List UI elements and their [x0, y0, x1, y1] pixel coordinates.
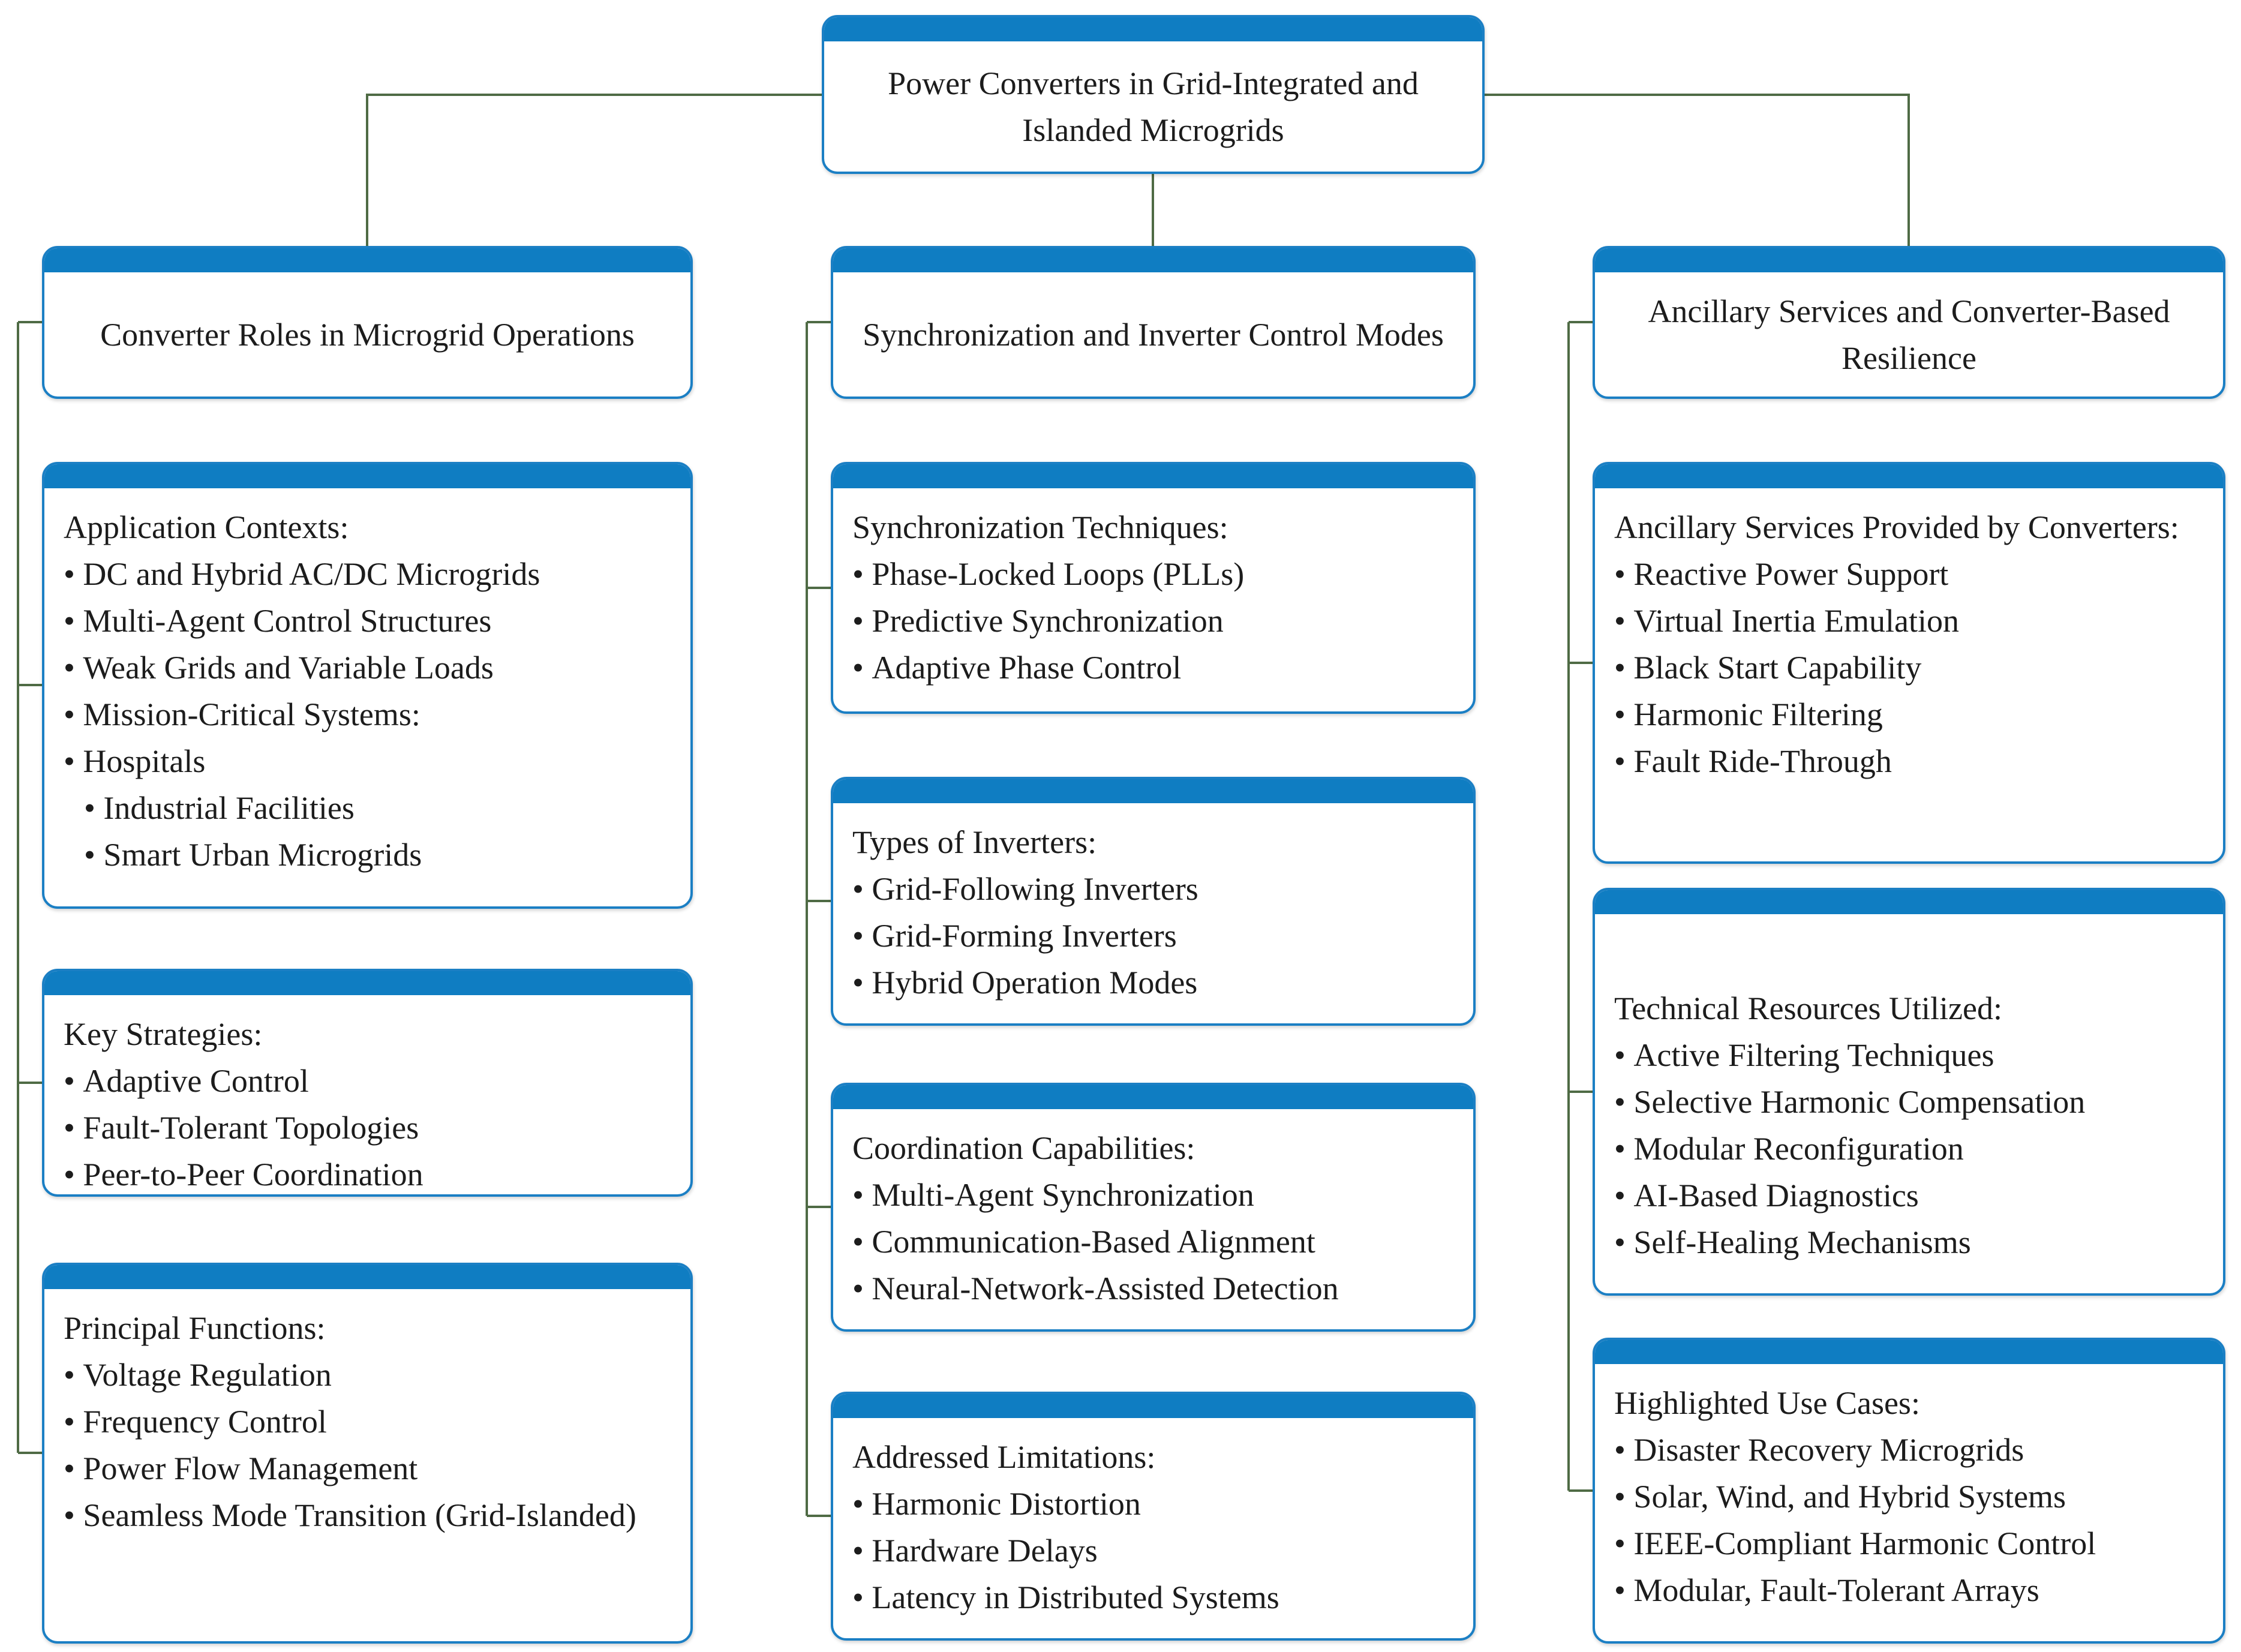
list-item: • Weak Grids and Variable Loads	[64, 644, 672, 691]
box-title: Coordination Capabilities:	[852, 1130, 1195, 1166]
box-title: Principal Functions:	[64, 1310, 326, 1346]
column-header-ancillary-resilience	[1593, 246, 2225, 399]
box-title: Synchronization Techniques:	[852, 509, 1228, 545]
list-item: • Fault-Tolerant Topologies	[64, 1104, 672, 1151]
list-item: • Phase-Locked Loops (PLLs)	[852, 551, 1455, 597]
list-item: • Reactive Power Support	[1614, 551, 2205, 597]
box-key-strategies	[42, 969, 693, 1197]
column-header-bar	[1595, 248, 2223, 272]
box-header-bar	[833, 464, 1473, 488]
list-item: • Mission-Critical Systems:	[64, 691, 672, 738]
box-header-bar	[44, 1265, 690, 1289]
box-header-bar	[833, 779, 1473, 803]
box-title: Types of Inverters:	[852, 824, 1097, 860]
list-item: • Grid-Forming Inverters	[852, 912, 1455, 959]
list-item: • Predictive Synchronization	[852, 597, 1455, 644]
list-item: • Black Start Capability	[1614, 644, 2205, 691]
list-item: • Self-Healing Mechanisms	[1614, 1219, 2205, 1266]
box-addressed-limitations	[831, 1392, 1476, 1641]
box-highlighted-use-cases	[1593, 1338, 2225, 1644]
list-item: • Hardware Delays	[852, 1527, 1455, 1574]
box-coordination-capabilities	[831, 1083, 1476, 1332]
box-title: Technical Resources Utilized:	[1614, 990, 2002, 1026]
list-item: • Active Filtering Techniques	[1614, 1032, 2205, 1079]
list-item: • Disaster Recovery Microgrids	[1614, 1426, 2205, 1473]
column-header-bar	[833, 248, 1473, 272]
list-item: • Solar, Wind, and Hybrid Systems	[1614, 1473, 2205, 1520]
list-item: • Hospitals	[64, 738, 672, 785]
list-item: • Multi-Agent Control Structures	[64, 597, 672, 644]
list-item: • Harmonic Filtering	[1614, 691, 2205, 738]
list-item: • Modular, Fault-Tolerant Arrays	[1614, 1567, 2205, 1614]
box-principal-functions	[42, 1263, 693, 1644]
list-item: • Adaptive Control	[64, 1058, 672, 1104]
list-item: • DC and Hybrid AC/DC Microgrids	[64, 551, 672, 597]
list-item: • Communication-Based Alignment	[852, 1218, 1455, 1265]
list-item: • Peer-to-Peer Coordination	[64, 1151, 672, 1197]
box-title: Highlighted Use Cases:	[1614, 1385, 1920, 1421]
column-header-converter-roles	[42, 246, 693, 399]
list-item: • Industrial Facilities	[84, 785, 672, 831]
list-item: • Frequency Control	[64, 1398, 672, 1445]
box-types-of-inverters	[831, 777, 1476, 1026]
list-item: • Virtual Inertia Emulation	[1614, 597, 2205, 644]
box-synchronization-techniques	[831, 462, 1476, 714]
box-ancillary-services	[1593, 462, 2225, 864]
list-item: • Neural-Network-Assisted Detection	[852, 1265, 1455, 1312]
list-item: • Fault Ride-Through	[1614, 738, 2205, 785]
box-title: Key Strategies:	[64, 1016, 263, 1052]
root-title: Power Converters in Grid-Integrated and Islanded Microgrids	[888, 65, 1419, 148]
box-header-bar	[44, 464, 690, 488]
root-node	[822, 15, 1485, 174]
column-header-title: Ancillary Services and Converter-Based Resilience	[1648, 293, 2170, 376]
column-header-title: Converter Roles in Microgrid Operations	[100, 316, 635, 353]
list-item: • Latency in Distributed Systems	[852, 1574, 1455, 1621]
column-header-title: Synchronization and Inverter Control Modes	[863, 316, 1444, 353]
root-header-bar	[824, 17, 1482, 41]
box-header-bar	[44, 971, 690, 995]
box-title: Ancillary Services Provided by Converters:	[1614, 509, 2179, 545]
list-item: • Hybrid Operation Modes	[852, 959, 1455, 1006]
box-technical-resources	[1593, 888, 2225, 1296]
list-item: • Voltage Regulation	[64, 1351, 672, 1398]
list-item: • Adaptive Phase Control	[852, 644, 1455, 691]
box-title: Addressed Limitations:	[852, 1439, 1156, 1475]
box-header-bar	[833, 1394, 1473, 1418]
list-item: • Smart Urban Microgrids	[84, 831, 672, 878]
column-header-synchronization-control	[831, 246, 1476, 399]
list-item: • Grid-Following Inverters	[852, 866, 1455, 912]
box-title: Application Contexts:	[64, 509, 349, 545]
column-header-bar	[44, 248, 690, 272]
list-item: • IEEE-Compliant Harmonic Control	[1614, 1520, 2205, 1567]
list-item: • Power Flow Management	[64, 1445, 672, 1492]
box-application-contexts	[42, 462, 693, 909]
list-item: • Selective Harmonic Compensation	[1614, 1079, 2205, 1125]
box-header-bar	[833, 1085, 1473, 1109]
box-header-bar	[1595, 890, 2223, 914]
box-header-bar	[1595, 464, 2223, 488]
box-header-bar	[1595, 1340, 2223, 1364]
list-item: • Seamless Mode Transition (Grid-Islanded)	[64, 1492, 672, 1539]
list-item: • AI-Based Diagnostics	[1614, 1172, 2205, 1219]
list-item: • Harmonic Distortion	[852, 1480, 1455, 1527]
list-item: • Multi-Agent Synchronization	[852, 1172, 1455, 1218]
list-item: • Modular Reconfiguration	[1614, 1125, 2205, 1172]
